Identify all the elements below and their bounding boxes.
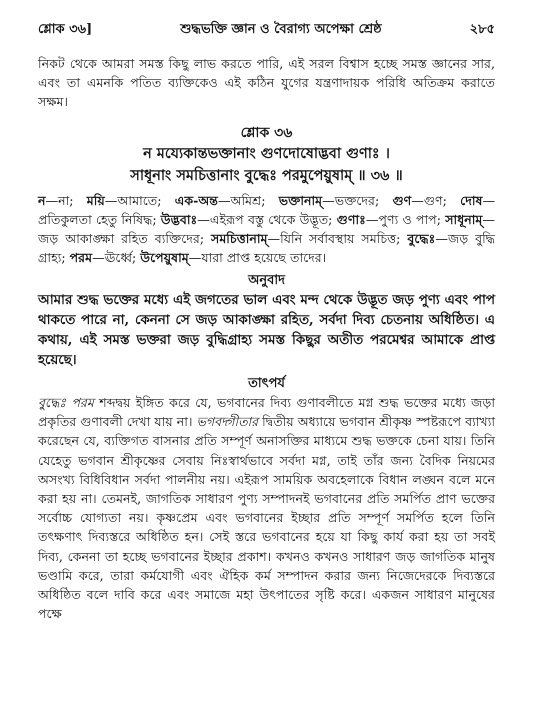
synonym-meaning: এইরূপ বস্তু থেকে উদ্ভূত — [209, 212, 329, 227]
verse-line-1: ন ময্যেকান্তভক্তানাং গুণদোষোদ্ভবা গুণাঃ । — [143, 145, 390, 162]
synonym-word: গুণ — [392, 193, 412, 208]
synonym-meaning: আমাতে — [117, 193, 158, 208]
synonym-word: উপেয়ুষাম্ — [140, 250, 189, 265]
synonym-word: সাধূনাম্ — [445, 212, 483, 227]
synonym-word: পরম — [69, 250, 93, 265]
purport-text-part-1: শব্দদ্বয় ইঙ্গিত করে যে, ভগবানের দিব্য গুণাবলীতে মগ্ন শুদ্ধ ভক্তের মধ্যে জড়া প্রকৃতির গুণাবলী দেখা যায় না। — [38, 395, 495, 430]
running-header — [38, 20, 495, 42]
synonym-meaning: যিনি সর্বাবস্থায় সমচিত্ত — [280, 231, 397, 246]
purport-title: তাৎপর্য — [248, 376, 285, 391]
synonym-meaning: গুণ — [423, 193, 443, 208]
translation-title: অনুবাদ — [248, 273, 285, 288]
synonym-meaning: অমিশ্র — [230, 193, 262, 208]
synonym-meaning: ভক্তদের — [334, 193, 375, 208]
purport-key-phrase: বুদ্ধেঃ পরম — [38, 395, 94, 410]
page-number: ২৮৫ — [469, 22, 495, 37]
synonym-meaning: জড় আকাঙ্ক্ষা রহিত ব্যক্তিদের — [38, 231, 200, 246]
verse-line-2: সাধূনাং সমচিত্তানাং বুদ্ধেঃ পরমুপেয়ুষাম্ ॥ ৩৬ ॥ — [130, 167, 403, 184]
synonym-meaning: ঊর্ধ্বে — [104, 250, 133, 265]
synonym-meaning: প্রতিকুলতা হেতু নিষিদ্ধ — [38, 212, 153, 227]
synonym-word: ময়ি — [86, 193, 105, 208]
synonym-meaning: না — [58, 193, 70, 208]
header-chapter-title: শুদ্ধভক্তি জ্ঞান ও বৈরাগ্য অপেক্ষা শ্রেষ্ঠ — [180, 22, 382, 37]
synonym-word: সমচিত্তানাম্ — [211, 231, 268, 246]
synonym-word: ভক্তানাম্ — [278, 193, 323, 208]
synonym-word: ন — [38, 193, 46, 208]
translation-text: আমার শুদ্ধ ভক্তের মধ্যে এই জগতের ভাল এবং মন্দ থেকে উদ্ভূত জড় পুণ্য এবং পাপ থাকতে পারে না, কেননা সে জড় আকাঙ্ক্ষা রহিত, সর্বদা দিব্য চেতনায় অধিষ্ঠিত। এ কথায়, এই সমস্ত ভক্তরা জড় বুদ্ধিগ্রাহ্য সমস্ত কিছুর অতীত পরমেশ্বর আমাকে প্রাপ্ত হয়েছে। — [38, 292, 495, 368]
synonym-word: বুদ্ধেঃ — [407, 231, 436, 246]
synonym-meaning: পুণ্য ও পাপ — [378, 212, 437, 227]
verse-title: শ্লোক ৩৬ — [240, 125, 293, 141]
synonym-word: উদ্ভবাঃ — [160, 212, 198, 227]
synonym-word: গুণাঃ — [336, 212, 366, 227]
intro-paragraph: নিকট থেকে আমরা সমস্ত কিছু লাভ করতে পারি, এই সরল বিশ্বাস হচ্ছে সমস্ত জ্ঞানের সার, এবং তা এমনকি পতিত ব্যক্তিকেও এই কঠিন যুগের যন্ত্রণাদায়ক পরিধি অতিক্রম করাতে সক্ষম। — [38, 56, 495, 109]
purport-gita-reference: ভগবদ্গীতার — [196, 414, 259, 430]
synonym-word: এক-অন্ত — [174, 193, 218, 208]
synonyms-block: ন—না; ময়ি—আমাতে; এক-অন্ত—অমিশ্র; ভক্তানাম্—ভক্তদের; গুণ—গুণ; দোষ—প্রতিকুলতা হেতু নিষিদ্ধ; উদ্ভবাঃ—এইরূপ বস্তু থেকে উদ্ভূত; গুণাঃ—পুণ্য ও পাপ; সাধূনাম্—জড় আকাঙ্ক্ষা রহিত ব্যক্তিদের; সমচিত্তানাম্—যিনি সর্বাবস্থায় সমচিত্ত; বুদ্ধেঃ—জড় বুদ্ধি গ্রাহ্য; পরম—ঊর্ধ্বে; উপেয়ুষাম্—যারা প্রাপ্ত হয়েছে তাদের। — [38, 193, 496, 265]
synonym-meaning: যারা প্রাপ্ত হয়েছে তাদের — [201, 250, 322, 265]
purport-text-part-2: দ্বিতীয় অধ্যায়ে ভগবান শ্রীকৃষ্ণ স্পষ্টরূপে ব্যাখ্যা করেছেন যে, ব্যক্তিগত বাসনার প্রতি সম্পূর্ণ অনাসক্তির মাধ্যমে শুদ্ধ ভক্তকে চেনা যায়। তিনি যেহেতু ভগবান শ্রীকৃষ্ণের সেবায় নিঃস্বার্থভাবে সর্বদা মগ্ন, তাই তাঁর জন্য বৈদিক নিয়মের অসংখ্য বিধিবিধান সর্বদা পালনীয় নয়। এইরূপ সাময়িক অবহেলাকে বিধান লঙ্ঘন বলে মনে করা হয় না। তেমনই, জাগতিক সাধারণ পুণ্য সম্পাদনই ভগবানের প্রতি সমর্পিত প্রাণ ভক্তের সর্বোচ্চ যোগ্যতা নয়। কৃষ্ণপ্রেম এবং ভগবানের ইচ্ছার প্রতি সম্পূর্ণ সমর্পিত হলে তিনি তৎক্ষণাৎ দিব্যস্তরে অধিষ্ঠিত হন। সেই স্তরে ভগবানের হয়ে যা কিছু কার্য করা হয় তা সবই দিব্য, কেননা তা হচ্ছে ভগবানের ইচ্ছার প্রকাশ। কখনও কখনও সাধারণ জড় জাগতিক মানুষ ভণ্ডামি করে, তারা কর্মযোগী এবং ঐহিক কর্ম সম্পাদন করার জন্য নিজেদেরকে দিব্যস্তরে অধিষ্ঠিত বলে দাবি করে এবং সমাজে মহা উৎপাতের সৃষ্টি করে। একজন সাধারণ মানুষের পক্ষে — [38, 414, 495, 622]
synonym-word: দোষ — [460, 193, 483, 208]
purport-text — [38, 393, 495, 623]
synonym-meaning: জড় বুদ্ধি গ্রাহ্য — [38, 231, 495, 265]
header-verse-ref: শ্লোক ৩৬] — [38, 22, 93, 37]
